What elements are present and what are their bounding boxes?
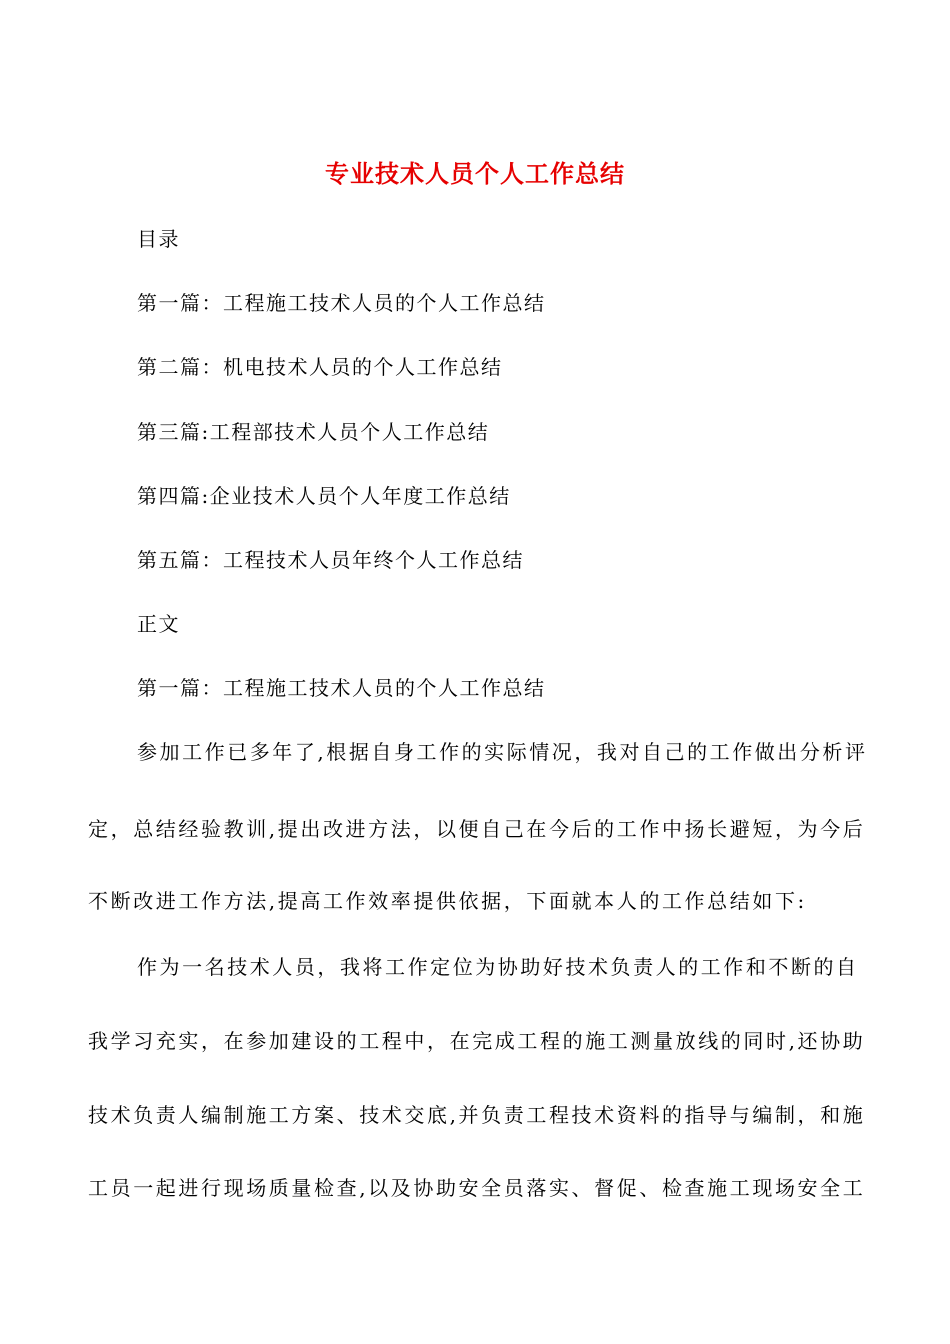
paragraph-1-line-2: 定，总结经验教训,提出改进方法，以便自己在今后的工作中扬长避短，为今后 xyxy=(88,817,866,841)
toc-item-3: 第三篇:工程部技术人员个人工作总结 xyxy=(137,420,490,444)
paragraph-2-line-1: 作为一名技术人员，我将工作定位为协助好技术负责人的工作和不断的自 xyxy=(137,955,859,979)
document-title: 专业技术人员个人工作总结 xyxy=(325,160,625,188)
body-heading: 正文 xyxy=(137,612,180,636)
paragraph-1-line-1: 参加工作已多年了,根据自身工作的实际情况，我对自己的工作做出分析评 xyxy=(137,740,868,764)
toc-item-5: 第五篇：工程技术人员年终个人工作总结 xyxy=(137,548,524,572)
toc-item-4: 第四篇:企业技术人员个人年度工作总结 xyxy=(137,484,511,508)
paragraph-2-line-4: 工员一起进行现场质量检查,以及协助安全员落实、督促、检查施工现场安全工 xyxy=(88,1176,866,1200)
section-heading: 第一篇：工程施工技术人员的个人工作总结 xyxy=(137,676,546,700)
paragraph-2-line-3: 技术负责人编制施工方案、技术交底,并负责工程技术资料的指导与编制，和施 xyxy=(88,1103,866,1127)
toc-item-1: 第一篇：工程施工技术人员的个人工作总结 xyxy=(137,291,546,315)
toc-item-2: 第二篇：机电技术人员的个人工作总结 xyxy=(137,355,503,379)
toc-heading: 目录 xyxy=(137,227,180,251)
paragraph-1-line-3: 不断改进工作方法,提高工作效率提供依据，下面就本人的工作总结如下: xyxy=(88,889,807,913)
paragraph-2-line-2: 我学习充实，在参加建设的工程中，在完成工程的施工测量放线的同时,还协助 xyxy=(88,1029,866,1053)
